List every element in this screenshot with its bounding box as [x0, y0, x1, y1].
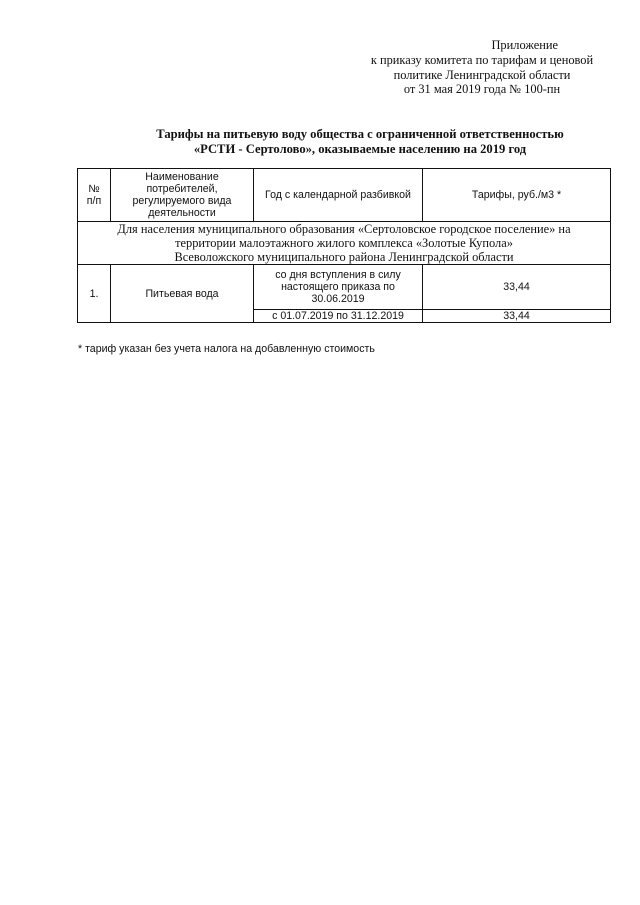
header-period: Год с календарной разбивкой: [254, 169, 423, 222]
header-number: № п/п: [78, 169, 111, 222]
title-line-1: Тарифы на питьевую воду общества с ограниченной ответственностью: [156, 127, 564, 141]
appendix-order-ref: к приказу комитета по тарифам и ценовой: [370, 52, 594, 67]
document-title: [60, 127, 640, 157]
row-tariff: 33,44: [423, 265, 611, 310]
header-consumer-name: Наименование потребителей, регулируемого вида деятельности: [111, 169, 254, 222]
appendix-order-date: от 31 мая 2019 года № 100-пн: [403, 82, 561, 97]
row-period: со дня вступления в силу настоящего приказа по 30.06.2019: [254, 265, 423, 310]
appendix-header: [332, 38, 632, 97]
row-number: 1.: [78, 265, 111, 323]
tariff-table: [77, 168, 611, 323]
table-header-row: [78, 169, 611, 222]
row-period: с 01.07.2019 по 31.12.2019: [254, 310, 423, 323]
footnote: * тариф указан без учета налога на добавленную стоимость: [78, 343, 375, 355]
row-service-name: Питьевая вода: [111, 265, 254, 323]
title-line-2: «РСТИ - Сертолово», оказываемые населению на 2019 год: [193, 142, 527, 156]
row-tariff: 33,44: [423, 310, 611, 323]
header-tariff: Тарифы, руб./м3 *: [423, 169, 611, 222]
table-group-row: [78, 222, 611, 265]
appendix-order-ref-cont: политике Ленинградской области: [393, 67, 571, 82]
appendix-label: Приложение: [491, 38, 558, 52]
table-row: [78, 265, 611, 310]
group-description: Для населения муниципального образования «Сертоловское городское поселение» на территории малоэтажного жилого комплекса «Золотые Купола» Всеволожского муниципального района Ленинградской области: [78, 222, 611, 265]
